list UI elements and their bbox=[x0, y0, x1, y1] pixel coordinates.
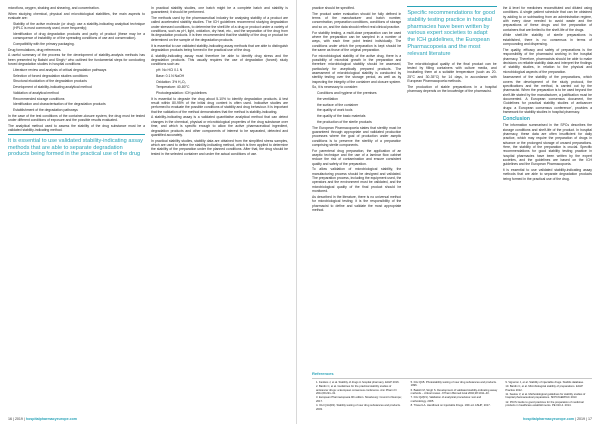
references-list bbox=[407, 381, 498, 408]
paragraph: While shelf-life stability of sterile preparations is established, there is no consensus in terms of compounding and dispensing. bbox=[502, 33, 592, 47]
paragraph: The methods used by the pharmaceutical industry for analysing stability of a product are called accelerated stability studies. The ICH guidelines recommend studying degradation under stressed conditions, to determine the shelf-life of a drug or product under a variety of conditions, such as pH, light, oxidation, dry heat, etc., and the separation of the drug from its degradation products. It is then recommended that the stability of the drug or product be determined on the sample of the degradation products. bbox=[151, 16, 288, 42]
left-column-2 bbox=[151, 6, 288, 408]
list-item: • Selection of forced degradation studies conditions bbox=[13, 74, 145, 78]
list-item: • pH: No HCl 0.1 N bbox=[156, 68, 288, 72]
references-column bbox=[501, 381, 592, 412]
left-page-columns bbox=[8, 6, 288, 408]
references-column bbox=[407, 381, 498, 412]
reference-item: 8. Trissel LA. Handbook on Injectable Drugs. 19th ed. ASHP; 2017. bbox=[410, 404, 491, 408]
left-footer bbox=[8, 417, 288, 421]
paragraph: For microbiological stability of the active drug, there is a possibility of microbial growth in the preparation and therefore microbiological stability should be assessed, particularly for aseptically prepared products. The assessment of microbiological stability is conducted by sterility testing over the storage period, as well as by inspecting the integrity of the container and closure system. bbox=[312, 53, 402, 84]
page-info: hospitalpharmacyeurope.com | 2019 | 17 bbox=[523, 417, 592, 421]
pull-quote bbox=[407, 6, 496, 58]
paragraph: A useful summary of the process for the development of stability-analysis methods has been presented by Bakshi and Singh,⁶ who outlined the fundamental steps for conducting forced degradation studies in hospital conditions: bbox=[8, 53, 145, 67]
right-footer bbox=[312, 417, 592, 421]
list-item: • Stability of the active molecule (or drug): use a stability-indicating analytical technique (HPLC is most commonly used, more frequently); bbox=[13, 22, 145, 31]
references-list bbox=[312, 381, 403, 411]
paragraph: practice should be specified. bbox=[312, 6, 355, 10]
reference-item: 2. Bardin C, et al. Guidelines for the practical stability studies of anticancer drugs: a European consensus conference. Ann Pharm Fr 2011;69:221–31. bbox=[316, 385, 397, 396]
paragraph: The European Pharmacopoeia states that sterility must be guaranteed through appropriate and validated production processes where the goal of production under aseptic conditions is to preserve the sterility of a preparation comprising sterile components. bbox=[312, 125, 402, 147]
pull-quote-text: It is essential to use validated stability-indicating assay methods that are able to separate degradation products being formed in the practical use of the drug bbox=[8, 137, 143, 158]
paragraph: In practical stability studies, one batch might be a complete batch and stability is guaranteed; it should be performed. bbox=[151, 6, 288, 15]
reference-item: 4. ICH Q1A(R2). Stability testing of new drug substances and products. 2003. bbox=[316, 404, 401, 411]
list-item: • Temperature: 40-80°C bbox=[156, 85, 288, 89]
right-column-3 bbox=[503, 6, 592, 408]
paragraph: For parenteral drug preparation, the application of an aseptic technique and the use of a laminar flow cabinet reduce the risk of contamination and ensure consistent quality and safety of the preparation. bbox=[312, 148, 402, 166]
brand-link[interactable]: hospitalpharmacyeurope.com bbox=[25, 417, 77, 421]
paragraph: As described in the literature, there is no universal method for microbiological testing; it is the responsibility of the pharmacist to define and validate the most appropriate method. bbox=[312, 194, 402, 212]
list-item: • Validation of analytical method bbox=[13, 91, 145, 95]
list-item: • Recommended storage conditions bbox=[13, 97, 145, 101]
paragraph: The microbiological quality of the final product can be tested by filling containers with culture media, and incubating them at a suitable temperature (such as 20-25°C and 30-35°C) for 14 days, in accordance with European Pharmacopoeia methods. bbox=[407, 61, 497, 83]
list-item: • Establishment of the degradation pathways bbox=[13, 108, 145, 112]
reference-item: 6. Bakshi M, Singh S. Development of validated stability-indicating assay methods – critical review. J Pharm Biomed Anal 2002;28:1011–40. bbox=[410, 388, 498, 396]
bullet-list bbox=[8, 68, 145, 112]
left-column-1 bbox=[8, 6, 145, 408]
paragraph: microflora, oxygen, shaking and shearing, and concentration. bbox=[8, 6, 100, 10]
paragraph: The quality, efficacy and safety of preparations is the responsibility of the pharmacist working in the hospital pharmacy. Therefore, pharmacists should be able to make decisions on reliable stability data and interpret the findings of stability studies, in relation to the physical and microbiological aspects of the preparation. bbox=[502, 47, 592, 74]
paragraph: A stability-indicating assay is a validated quantitative analytical method that can detect changes in the chemical, physical or microbiological properties of the drug substance over time, and which is specific enough to allow the active pharmaceutical ingredient, degradation products and other components of interest to be separated, detected and quantified accurately. bbox=[151, 115, 288, 137]
bullet-list bbox=[312, 91, 401, 124]
left-page bbox=[0, 0, 297, 424]
list-item: • Photodegradation: ICH guidelines bbox=[156, 91, 288, 95]
paragraph: For stability testing, a multi-dose preparation can be used where the preparation can be sampled in a number of ways, with each time point tested individually. The conditions under which the preparation is kept should be the same as those of the original preparation. bbox=[312, 30, 402, 52]
references-column bbox=[312, 381, 403, 412]
list-item: • Development of stability-indicating analytical method bbox=[13, 85, 145, 89]
paragraph: It is essential to use validated stability-indicating assay methods that are able to distinguish degradation products being formed in the practical use of the drug. bbox=[151, 43, 288, 52]
bullet-list bbox=[8, 22, 145, 47]
reference-item: 7. ICH Q2(R1). Validation of analytical procedures: text and methodology. 2005. bbox=[410, 396, 482, 403]
right-column-1 bbox=[312, 6, 401, 408]
paragraph: In practical stability studies, stability data are obtained from the simplified stress samples, which are used to define the stability-indicating method, which is then applied to determine the stability of the preparation under the planned conditions. After that, the drug should be tested in the selected container and under the actual conditions of use. bbox=[151, 138, 288, 156]
reference-item: 9. Vigneron J, et al. Stability of injectable drugs. Stabilis database. bbox=[505, 380, 584, 384]
page-number: 17 bbox=[588, 417, 592, 421]
paragraph: It is essential to use validated stability-indicating assay methods that are able to separate degradation products being formed in the practical use of the drug. bbox=[502, 168, 592, 181]
paragraph: the A level for medicines reconstituted and diluted using conditions. A single patient schedule that can be obtained by adding to or subtracting from an administration regime, with every dose needed to avoid waste and the preparations of these drugs and the preparation of containers that are limited to the shelf-life of the drugs. bbox=[502, 6, 592, 32]
list-item: • the quality of work tools bbox=[317, 108, 401, 112]
list-item: • Oxidation: 3% H₂O₂ bbox=[156, 80, 288, 84]
list-item: • the quality of the basic materials bbox=[317, 114, 401, 118]
paragraph: So, it is necessary to consider: bbox=[312, 85, 358, 90]
right-column-2 bbox=[407, 6, 496, 408]
bullet-list bbox=[151, 68, 288, 95]
list-item: • Compatibility with the primary packaging. bbox=[13, 42, 145, 46]
paragraph: A stability-indicating assay must therefore be able to identify drug stress and the degradation products. This usually requires the use of degradation (forced) study conditions such as: bbox=[151, 53, 288, 67]
right-page-columns bbox=[312, 6, 592, 408]
reference-item: 3. European Pharmacopoeia 9th edition. Strasbourg: Council of Europe; 2017. bbox=[316, 396, 402, 403]
list-item: • Structural elucidation of the degradation products bbox=[13, 79, 145, 83]
paragraph: Assessment of the stability of the preparations, which covers the development of the study protocol, the specifications and the method, is carried out by the pharmacist. When the preparation is to be used beyond the shelf-life stated by the manufacturer, a justification must be documented. A European consensus document, the 'Guidelines for practical stability studies of anticancer drugs: a European consensus conference', provides a framework for stability studies in hospital pharmacy. bbox=[502, 75, 592, 115]
list-item: • the ventilation bbox=[317, 97, 401, 101]
issue: 2019 bbox=[577, 417, 586, 421]
reference-item: 12. PIC/S Guide to good practices for the preparation of medicinal products in healthcare establishments. PE 010-4. 2014. bbox=[505, 400, 584, 408]
reference-item: 1. Fanikos J, et al. Stability of drugs in hospital pharmacy. EJHP 2016. bbox=[316, 380, 400, 384]
references-section bbox=[312, 369, 592, 412]
references-columns bbox=[312, 378, 592, 412]
reference-item: 5. ICH Q1B. Photostability testing of new drug substances and products. 1996. bbox=[410, 380, 497, 388]
paragraph: To allow validation of microbiological stability, the manufacturing process should be designed and validated. The preparation process, including the equipment used, the operators and the environment must be validated, and the microbiological quality of the final product should be monitored. bbox=[312, 167, 402, 194]
list-item: • the surface of the container bbox=[317, 103, 401, 107]
paragraph: Drug formulations, drug references. bbox=[8, 47, 62, 52]
paragraph: It is essential to degrade the drug about 5-10% to identify degradation products. A test result within 80-95% of the initial drug content is often used. Indicative studies are performed to evaluate the possible conditions of stability and drug behaviour. It is important that the validation of the method demonstrates that the method is stability-indicating. bbox=[151, 96, 288, 114]
page-number: 16 bbox=[8, 417, 12, 421]
issue: 2019 bbox=[14, 417, 23, 421]
reference-item: 11. Sautou V, et al. Methodological guidelines for stability studies of hospital pharmaceutical preparations. SFPC/GERPAC 2013. bbox=[505, 392, 586, 400]
paragraph: The product water evaluation should be fully defined in terms of the manufacturer and batch number, concentration, preparation conditions, conditions of storage and so on, and the data should reflect real clinical practice. bbox=[312, 11, 402, 29]
list-item: • Base: 0.1 N NaOH bbox=[156, 74, 288, 78]
paragraph: When studying chemical, physical and microbiological stabilities, the main aspects to evaluate are: bbox=[8, 11, 145, 21]
list-item: • Conditions and hygiene of the premises bbox=[317, 91, 401, 95]
list-item: • Identification of drug degradation products and purity of product (these may be a consequence of instability or of the spreading conditions of use and conservation). bbox=[13, 32, 145, 41]
paragraph: The analytical method used to assess the stability of the drug substance must be a validated stability-indicating method. bbox=[8, 123, 145, 133]
paragraph: The production of stable preparations in a hospital pharmacy depends on the knowledge of the pharmacist. bbox=[407, 84, 497, 94]
list-item: • the production of the sterile products bbox=[317, 120, 401, 124]
section-heading: Conclusion bbox=[502, 115, 530, 122]
page-info: 16 | 2019 | hospitalpharmacyeurope.com bbox=[8, 417, 77, 421]
right-page bbox=[304, 0, 600, 424]
pull-quote bbox=[8, 134, 145, 158]
paragraph: In the case of the test conditions of the container-closure system, the drug must be tested under different conditions of exposure and the possible results evaluated. bbox=[8, 113, 145, 123]
pull-quote-text: Specific recommendations for good stability testing practice in hospital pharmacies have been written by various expert societies to adapt the ICH guidelines, the European Pharmacopoeia and the most relevant literature bbox=[407, 10, 496, 57]
paragraph: The information summarised in the SPCs describes the storage conditions and shelf-life of the product. In hospital pharmacy, these data are often insufficient for daily practice, which may require the preparation of drugs in advance or the prolonged storage of unused preparations. Here, the stability of the preparation is crucial. Specific recommendations for good stability testing practice in hospital pharmacies have been written by the expert societies, and the guidelines are based on the ICH guidelines and the European Pharmacopoeia. bbox=[502, 123, 592, 167]
list-item: • Literature review and analysis of critical degradation pathways bbox=[13, 68, 145, 72]
brand-link[interactable]: hospitalpharmacyeurope.com bbox=[523, 417, 575, 421]
reference-item: 10. Bardin C, et al. Microbiological stability of preparations. EJHP Practice 2012. bbox=[505, 385, 583, 392]
references-list bbox=[501, 381, 592, 408]
references-title: References bbox=[312, 370, 334, 376]
list-item: • Identification and characterisation of the degradation products bbox=[13, 102, 145, 106]
